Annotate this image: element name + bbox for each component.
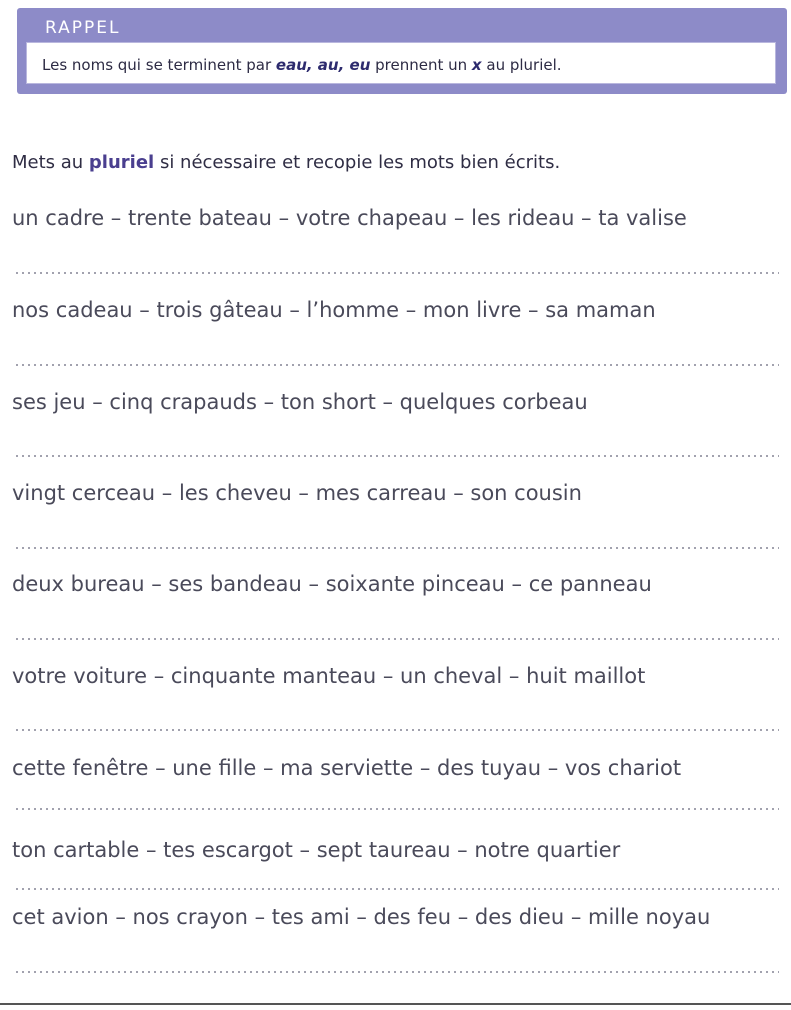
exercise-row-4: vingt cerceau – les cheveu – mes carreau – son cousin [12, 481, 582, 505]
rappel-text-middle: prennent un [370, 56, 472, 74]
answer-line-6[interactable] [14, 729, 779, 731]
answer-line-5[interactable] [14, 638, 779, 640]
rappel-title: RAPPEL [45, 18, 121, 38]
answer-line-8[interactable] [14, 888, 779, 890]
exercise-row-1: un cadre – trente bateau – votre chapeau – les rideau – ta valise [12, 206, 687, 230]
rappel-box [17, 8, 787, 94]
answer-line-7[interactable] [14, 808, 779, 810]
answer-line-3[interactable] [14, 455, 779, 457]
instruction-after: si nécessaire et recopie les mots bien écrits. [154, 152, 561, 173]
answer-line-1[interactable] [14, 272, 779, 274]
answer-line-9[interactable] [14, 971, 779, 973]
exercise-row-2: nos cadeau – trois gâteau – l’homme – mon livre – sa maman [12, 298, 656, 322]
page-edge [0, 1003, 791, 1005]
rappel-x: x [471, 56, 482, 74]
answer-line-4[interactable] [14, 547, 779, 549]
exercise-row-7: cette fenêtre – une fille – ma serviette – des tuyau – vos chariot [12, 756, 682, 780]
exercise-row-9: cet avion – nos crayon – tes ami – des feu – des dieu – mille noyau [12, 905, 711, 929]
answer-line-2[interactable] [14, 364, 779, 366]
exercise-row-3: ses jeu – cinq crapauds – ton short – quelques corbeau [12, 390, 588, 414]
rappel-text-before: Les noms qui se terminent par [42, 56, 276, 74]
exercise-row-6: votre voiture – cinquante manteau – un cheval – huit maillot [12, 664, 646, 688]
instruction-before: Mets au [12, 152, 89, 173]
rappel-inner [26, 42, 776, 84]
rappel-endings: eau, au, eu [275, 56, 371, 74]
exercise-row-8: ton cartable – tes escargot – sept taureau – notre quartier [12, 838, 621, 862]
rappel-rule [42, 56, 562, 74]
exercise-row-5: deux bureau – ses bandeau – soixante pinceau – ce panneau [12, 572, 652, 596]
instruction-bold: pluriel [88, 152, 155, 173]
instruction [12, 152, 560, 173]
rappel-text-after: au pluriel. [481, 56, 562, 74]
